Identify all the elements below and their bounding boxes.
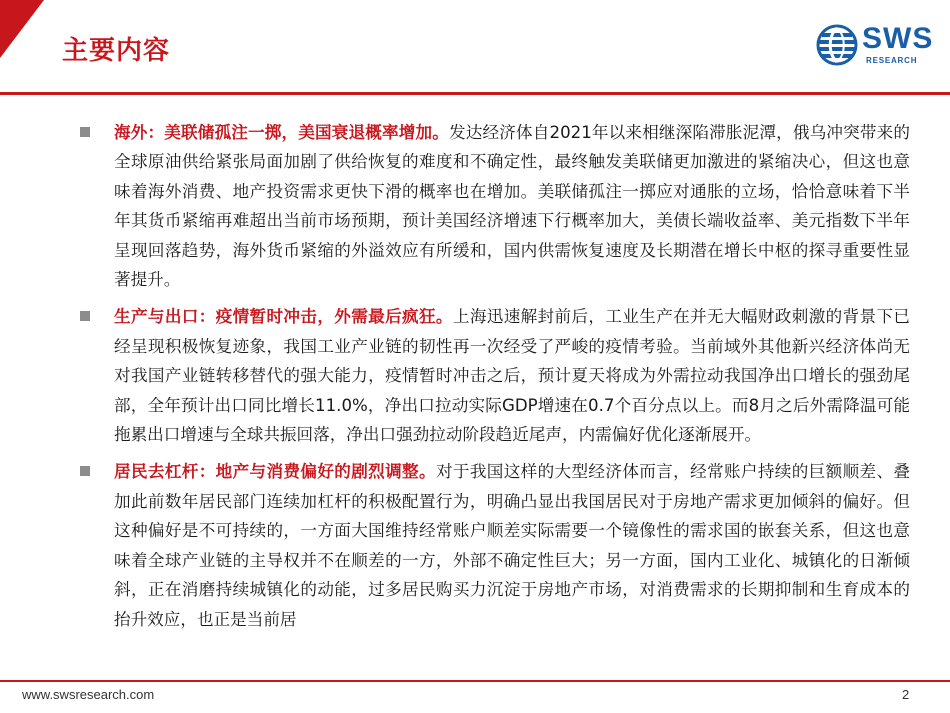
paragraph-body: 上海迅速解封前后，工业生产在并无大幅财政刺激的背景下已经呈现积极恢复迹象，我国工业产业链的韧性再一次经受了严峻的疫情考验。当前域外其他新兴经济体尚无对我国产业链转移替代的强大能力，疫情暂时冲击之后，预计夏天将成为外需拉动我国净出口增长的强劲尾部，全年预计出口同比增长11.0%，净出口拉动实际GDP增速在0.7个百分点以上。而8月之后外需降温可能拖累出口增速与全球共振回落，净出口强劲拉动阶段趋近尾声，内需偏好优化逐渐展开。: [114, 307, 911, 445]
paragraph-lead: 居民去杠杆：地产与消费偏好的剧烈调整。: [114, 462, 436, 482]
footer-url: www.swsresearch.com: [22, 687, 155, 702]
main-content: [78, 118, 910, 642]
bullet-paragraph-household-deleveraging: [78, 457, 910, 633]
bullet-paragraph-production-export: [78, 302, 910, 449]
sws-logo: [816, 22, 936, 68]
footer-divider: [0, 680, 950, 682]
bullet-paragraph-overseas: [78, 118, 910, 294]
paragraph-body: 对于我国这样的大型经济体而言，经常账户持续的巨额顺差、叠加此前数年居民部门连续加杠杆的积极配置行为，明确凸显出我国居民对于房地产需求更加倾斜的偏好。但这种偏好是不可持续的，一方面大国维持经常账户顺差实际需要一个镜像性的需求国的嵌套关系，但这也意味着全球产业链的主导权并不在顺差的一方，外部不确定性巨大；另一方面，国内工业化、城镇化的日渐倾斜，正在消磨持续城镇化的动能，过多居民购买力沉淀于房地产市场，对消费需求的长期抑制和生育成本的抬升效应，也正是当前居: [114, 462, 911, 629]
corner-accent: [0, 0, 44, 58]
square-bullet-icon: [80, 127, 90, 137]
paragraph-lead: 海外：美联储孤注一掷，美国衰退概率增加。: [114, 123, 450, 142]
square-bullet-icon: [80, 311, 90, 321]
paragraph-lead: 生产与出口：疫情暂时冲击，外需最后疯狂。: [114, 307, 453, 327]
logo-text: SWS: [862, 22, 934, 55]
header-divider: [0, 92, 950, 95]
square-bullet-icon: [80, 466, 90, 476]
sws-globe-logo-icon: [816, 24, 858, 66]
logo-subtext: RESEARCH: [866, 56, 918, 65]
paragraph-body: 发达经济体自2021年以来相继深陷滞胀泥潭，俄乌冲突带来的全球原油供给紧张局面加剧了供给恢复的难度和不确定性，最终触发美联储更加激进的紧缩决心，但这也意味着海外消费、地产投资需求更快下滑的概率也在增加。美联储孤注一掷应对通胀的立场，恰恰意味着下半年其货币紧缩再难超出当前市场预期，预计美国经济增速下行概率加大，美债长端收益率、美元指数下半年呈现回落趋势，海外货币紧缩的外溢效应有所缓和，国内供需恢复速度及长期潜在增长中枢的探寻重要性显著提升。: [114, 123, 911, 290]
page-title: 主要内容: [62, 36, 171, 66]
page-number: 2: [902, 687, 910, 702]
